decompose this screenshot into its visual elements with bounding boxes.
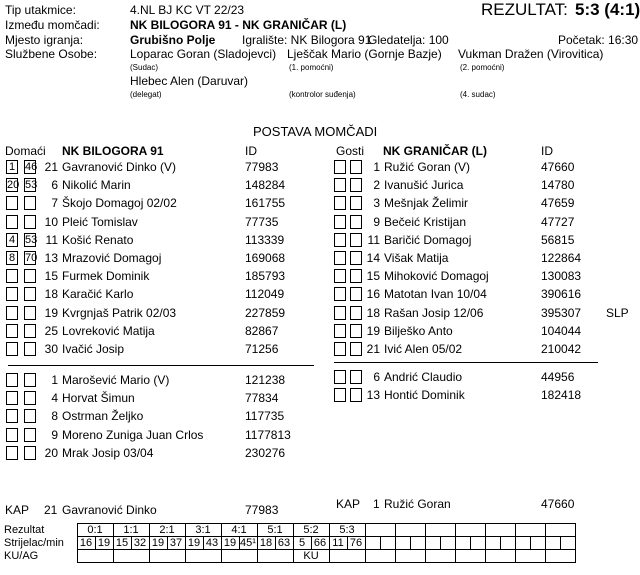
minute-box bbox=[6, 269, 18, 283]
sub-number: 6 bbox=[373, 370, 380, 384]
scorer-cell bbox=[485, 537, 500, 550]
sub-id: 230276 bbox=[245, 445, 286, 460]
player-name: Nikolić Marin bbox=[62, 178, 131, 193]
player-name: Mešnjak Želimir bbox=[384, 196, 469, 211]
minute-box bbox=[334, 251, 346, 265]
minute-box bbox=[334, 306, 346, 320]
kuag-cell bbox=[149, 550, 185, 563]
minute-box bbox=[24, 215, 36, 229]
home-kap-id: 77983 bbox=[245, 503, 279, 517]
player-number: 30 bbox=[44, 342, 58, 356]
minute-box bbox=[6, 391, 18, 405]
match-teams: NK BILOGORA 91 - NK GRANIČAR (L) bbox=[130, 18, 347, 32]
minute-box bbox=[334, 370, 346, 384]
player-name: Rašan Josip 12/06 bbox=[384, 305, 484, 320]
score-cell: 5:3 bbox=[329, 524, 365, 537]
player-number: 1 bbox=[373, 160, 380, 174]
minute-box bbox=[350, 388, 362, 402]
kuag-cell bbox=[545, 550, 575, 563]
sub-name: Ostrman Željko bbox=[62, 409, 144, 424]
kuag-row-label: KU/AG bbox=[4, 550, 39, 562]
kuag-cell bbox=[257, 550, 293, 563]
sub-id: 77834 bbox=[245, 391, 279, 406]
minute-box bbox=[350, 251, 362, 265]
minute-box bbox=[6, 342, 18, 356]
minute-box: 1 bbox=[6, 160, 18, 174]
scorer-cell bbox=[560, 537, 575, 550]
score-cell: 4:1 bbox=[221, 524, 257, 537]
official-role: (Sudac) bbox=[130, 63, 159, 72]
scorer-cell bbox=[380, 537, 395, 550]
player-number: 19 bbox=[44, 305, 58, 320]
rezultat-row-label: Rezultat bbox=[4, 524, 45, 536]
minute-box: 8 bbox=[6, 251, 18, 265]
result-grid bbox=[2, 523, 576, 563]
minute-box bbox=[334, 342, 346, 356]
minute-box bbox=[350, 178, 362, 192]
scorer-cell: 43 bbox=[203, 537, 221, 550]
score-cell bbox=[365, 524, 395, 537]
scorer-cell: 32 bbox=[131, 537, 149, 550]
player-name: Višak Matija bbox=[384, 251, 449, 265]
mjesto-label: Mjesto igranja: bbox=[5, 33, 84, 47]
away-label: Gosti bbox=[336, 144, 365, 158]
sub-id: 117735 bbox=[245, 409, 285, 424]
scorer-cell bbox=[530, 537, 545, 550]
scorer-cell: 19 bbox=[95, 537, 113, 550]
player-name: Pleić Tomislav bbox=[62, 214, 138, 229]
minute-box: 20 bbox=[7, 179, 20, 192]
minute-box bbox=[24, 409, 36, 423]
sluzbene-label: Službene Osobe: bbox=[5, 47, 98, 61]
sub-name: Marošević Mario (V) bbox=[62, 373, 170, 387]
player-number: 19 bbox=[366, 323, 380, 338]
player-name: Baričić Domagoj bbox=[384, 232, 472, 247]
kuag-cell bbox=[77, 550, 113, 563]
player-number: 9 bbox=[373, 214, 380, 229]
scorer-cell bbox=[545, 537, 560, 550]
scorer-cell: 15 bbox=[113, 537, 131, 550]
minute-box: 53 bbox=[25, 233, 38, 246]
minute-box bbox=[24, 342, 36, 356]
minute-box bbox=[24, 373, 36, 387]
player-id: 395307 bbox=[541, 305, 582, 320]
minute-box bbox=[24, 428, 36, 442]
minute-box: 53 bbox=[25, 179, 38, 192]
score-cell bbox=[485, 524, 515, 537]
sub-number: 4 bbox=[51, 391, 58, 406]
kuag-cell bbox=[395, 550, 425, 563]
away-kap-label: KAP bbox=[336, 497, 361, 511]
player-number: 2 bbox=[373, 178, 380, 193]
kuag-cell bbox=[329, 550, 365, 563]
official-name: Hlebec Alen (Daruvar) bbox=[130, 74, 249, 88]
scorer-cell bbox=[500, 537, 515, 550]
minute-box bbox=[6, 306, 18, 320]
player-number: 14 bbox=[366, 251, 380, 265]
scorer-cell: 76 bbox=[347, 537, 365, 550]
sub-name: Moreno Zuniga Juan Crlos bbox=[62, 427, 204, 442]
kuag-cell bbox=[113, 550, 149, 563]
minute-box: 70 bbox=[25, 252, 38, 264]
minute-box bbox=[334, 215, 346, 229]
official-name: Lješčak Mario (Gornje Bazje) bbox=[287, 47, 442, 61]
minute-box bbox=[350, 233, 362, 247]
minute-box bbox=[24, 269, 36, 283]
scorer-cell bbox=[425, 537, 440, 550]
minute-box bbox=[24, 287, 36, 301]
player-number: 10 bbox=[44, 214, 58, 229]
player-id: 148284 bbox=[245, 178, 286, 193]
player-id: 161755 bbox=[245, 196, 286, 211]
igraliste: Igralište: NK Bilogora 91 bbox=[242, 33, 372, 47]
minute-box: 4 bbox=[6, 233, 18, 247]
player-id: 71256 bbox=[245, 342, 279, 356]
home-team-name: NK BILOGORA 91 bbox=[62, 144, 164, 158]
sub-name: Mrak Josip 03/04 bbox=[62, 445, 154, 460]
away-kap-id: 47660 bbox=[541, 497, 575, 511]
kuag-cell bbox=[485, 550, 515, 563]
player-name: Ivačić Josip bbox=[62, 342, 125, 356]
scorer-cell bbox=[455, 537, 470, 550]
player-id: 122864 bbox=[541, 251, 582, 265]
player-id: 82867 bbox=[245, 323, 279, 338]
away-kap-num: 1 bbox=[373, 497, 380, 511]
minute-box bbox=[350, 215, 362, 229]
scorer-cell bbox=[410, 537, 425, 550]
scorer-cell: 5 bbox=[293, 537, 311, 550]
scorer-cell: 66 bbox=[311, 537, 329, 550]
player-id: 390616 bbox=[541, 287, 582, 302]
score-cell bbox=[545, 524, 575, 537]
minute-box bbox=[24, 196, 36, 210]
player-id: 185793 bbox=[245, 269, 286, 284]
minute-box bbox=[334, 178, 346, 192]
scorer-cell: 45¹ bbox=[240, 537, 256, 549]
kuag-cell bbox=[455, 550, 485, 563]
scorer-cell bbox=[365, 537, 380, 550]
score-cell: 1:1 bbox=[113, 524, 149, 537]
score-cell: 5:2 bbox=[293, 524, 329, 537]
player-number: 6 bbox=[51, 178, 58, 193]
scorer-cell: 19 bbox=[221, 537, 239, 550]
sub-number: 1 bbox=[51, 373, 58, 387]
scorer-cell bbox=[470, 537, 485, 550]
score-cell bbox=[515, 524, 545, 537]
minute-box bbox=[334, 196, 346, 210]
kuag-cell bbox=[365, 550, 395, 563]
tip-label: Tip utakmice: bbox=[5, 3, 76, 17]
scorer-cell bbox=[395, 537, 410, 550]
minute-box bbox=[350, 287, 362, 301]
minute-box bbox=[24, 306, 36, 320]
minute-box bbox=[334, 160, 346, 174]
player-name: Škojo Domagoj 02/02 bbox=[62, 196, 177, 211]
kuag-cell bbox=[185, 550, 221, 563]
away-kap-name: Ružić Goran bbox=[384, 497, 451, 511]
sub-name: Hontić Dominik bbox=[384, 388, 465, 403]
player-id: 169068 bbox=[245, 251, 286, 265]
player-id: 227859 bbox=[245, 305, 286, 320]
scorer-cell: 18 bbox=[257, 537, 275, 550]
player-number: 18 bbox=[44, 287, 58, 302]
home-kap-num: 21 bbox=[44, 503, 58, 517]
player-name: Bečeić Kristijan bbox=[384, 214, 467, 229]
player-number: 21 bbox=[44, 160, 58, 174]
player-number: 3 bbox=[373, 196, 380, 211]
score-cell: 5:1 bbox=[257, 524, 293, 537]
player-name: Karačić Karlo bbox=[62, 287, 134, 302]
player-id: 130083 bbox=[541, 269, 582, 284]
player-id: 104044 bbox=[541, 323, 582, 338]
player-name: Ružić Goran (V) bbox=[384, 160, 471, 174]
minute-box bbox=[334, 324, 346, 338]
player-name: Furmek Dominik bbox=[62, 269, 150, 284]
minute-box bbox=[334, 388, 346, 402]
minute-box bbox=[334, 233, 346, 247]
minute-box bbox=[6, 409, 18, 423]
player-number: 18 bbox=[366, 305, 380, 320]
player-name: Mrazović Domagoj bbox=[62, 251, 162, 265]
away-id-header: ID bbox=[541, 144, 553, 158]
official-role: (2. pomoćni) bbox=[460, 63, 505, 72]
player-name: Kvrgnjaš Patrik 02/03 bbox=[62, 305, 177, 320]
minute-box bbox=[6, 446, 18, 460]
official-role: (kontrolor suđenja) bbox=[289, 90, 356, 99]
home-kap-name: Gavranović Dinko bbox=[62, 503, 157, 517]
home-id-header: ID bbox=[245, 144, 257, 158]
player-number: 16 bbox=[366, 287, 380, 302]
score-cell bbox=[425, 524, 455, 537]
player-name: Košić Renato bbox=[62, 232, 134, 247]
minute-box bbox=[6, 196, 18, 210]
minute-box bbox=[350, 306, 362, 320]
rezultat-value: 5:3 (4:1) bbox=[575, 0, 640, 19]
sub-number: 13 bbox=[366, 388, 380, 403]
scorer-cell: 37 bbox=[167, 537, 185, 550]
sub-id: 182418 bbox=[541, 388, 582, 403]
player-id: 14780 bbox=[541, 178, 575, 193]
scorer-cell bbox=[440, 537, 455, 550]
scorer-cell: 11 bbox=[329, 537, 347, 550]
player-number: 11 bbox=[45, 232, 58, 247]
minute-box bbox=[350, 324, 362, 338]
minute-box bbox=[350, 269, 362, 283]
minute-box bbox=[6, 428, 18, 442]
player-name: Ivić Alen 05/02 bbox=[384, 342, 463, 356]
scorer-cell: 63 bbox=[275, 537, 293, 550]
player-id: 47727 bbox=[541, 214, 575, 229]
minute-box: 46 bbox=[25, 161, 38, 173]
tip-value: 4.NL BJ KC VT 22/23 bbox=[130, 3, 245, 17]
sub-number: 20 bbox=[44, 445, 58, 460]
official-role: (1. pomoćni) bbox=[289, 63, 334, 72]
player-name: Bilješko Anto bbox=[384, 323, 453, 338]
player-name: Lovreković Matija bbox=[62, 323, 155, 338]
minute-box bbox=[6, 287, 18, 301]
scorer-cell: 19 bbox=[185, 537, 203, 550]
home-label: Domaći bbox=[5, 144, 46, 158]
official-name: Vukman Dražen (Virovitica) bbox=[458, 47, 604, 61]
kuag-cell: KU bbox=[293, 550, 329, 563]
sub-id: 1177813 bbox=[245, 427, 291, 442]
player-id: 56815 bbox=[541, 232, 575, 247]
player-id: 77983 bbox=[245, 160, 279, 174]
player-id: 47659 bbox=[541, 196, 575, 211]
sub-id: 121238 bbox=[245, 373, 286, 387]
pocetak: Početak: 16:30 bbox=[558, 33, 639, 47]
official-role: (4. sudac) bbox=[460, 90, 496, 99]
divider bbox=[8, 365, 314, 366]
kuag-cell bbox=[425, 550, 455, 563]
home-kap-label: KAP bbox=[5, 503, 30, 517]
gledatelja: Gledatelja: 100 bbox=[368, 33, 449, 47]
player-id: 112049 bbox=[245, 287, 285, 302]
mjesto-value: Grubišno Polje bbox=[130, 33, 216, 47]
sub-number: 9 bbox=[51, 427, 58, 442]
score-cell: 3:1 bbox=[185, 524, 221, 537]
minute-box bbox=[24, 391, 36, 405]
minute-box bbox=[24, 324, 36, 338]
scorer-cell bbox=[515, 537, 530, 550]
player-name: Matotan Ivan 10/04 bbox=[384, 287, 487, 302]
player-number: 7 bbox=[51, 196, 58, 211]
minute-box bbox=[6, 373, 18, 387]
scorer-cell: 16 bbox=[77, 537, 95, 550]
official-name: Loparac Goran (Sladojevci) bbox=[130, 47, 277, 61]
player-id: 47660 bbox=[541, 160, 575, 174]
away-team-name: NK GRANIČAR (L) bbox=[383, 144, 487, 158]
minute-box bbox=[350, 342, 362, 356]
score-cell bbox=[455, 524, 485, 537]
player-id: 77735 bbox=[245, 214, 279, 229]
rezultat-label: REZULTAT: bbox=[481, 0, 568, 19]
minute-box bbox=[334, 287, 346, 301]
sub-number: 8 bbox=[51, 409, 58, 424]
kuag-cell bbox=[515, 550, 545, 563]
kuag-cell bbox=[221, 550, 257, 563]
player-number: 11 bbox=[367, 232, 380, 247]
izmedu-label: Između momčadi: bbox=[5, 18, 100, 32]
score-cell: 0:1 bbox=[77, 524, 113, 537]
minute-box bbox=[6, 324, 18, 338]
official-role: (delegat) bbox=[130, 90, 162, 99]
sub-id: 44956 bbox=[541, 370, 575, 384]
minute-box bbox=[6, 215, 18, 229]
player-name: Gavranović Dinko (V) bbox=[62, 160, 177, 174]
divider bbox=[334, 362, 598, 363]
player-number: 15 bbox=[44, 269, 58, 284]
scorer-cell: 19 bbox=[149, 537, 167, 550]
lineup-title: POSTAVA MOMČADI bbox=[253, 124, 378, 139]
player-number: 21 bbox=[366, 342, 380, 356]
player-status: SLP bbox=[606, 305, 629, 320]
minute-box bbox=[350, 370, 362, 384]
minute-box bbox=[24, 446, 36, 460]
minute-box bbox=[350, 160, 362, 174]
minute-box bbox=[334, 269, 346, 283]
strijelac-row-label: Strijelac/min bbox=[4, 537, 64, 549]
player-name: Mihoković Domagoj bbox=[384, 269, 489, 284]
player-id: 210042 bbox=[541, 342, 582, 356]
player-name: Ivanušić Jurica bbox=[384, 178, 464, 193]
minute-box bbox=[350, 196, 362, 210]
player-number: 15 bbox=[366, 269, 380, 284]
player-number: 13 bbox=[44, 251, 58, 265]
score-cell bbox=[395, 524, 425, 537]
player-id: 113339 bbox=[245, 232, 285, 247]
sub-name: Andrić Claudio bbox=[384, 370, 463, 384]
sub-name: Horvat Šimun bbox=[62, 391, 135, 406]
score-cell: 2:1 bbox=[149, 524, 185, 537]
player-number: 25 bbox=[44, 323, 58, 338]
